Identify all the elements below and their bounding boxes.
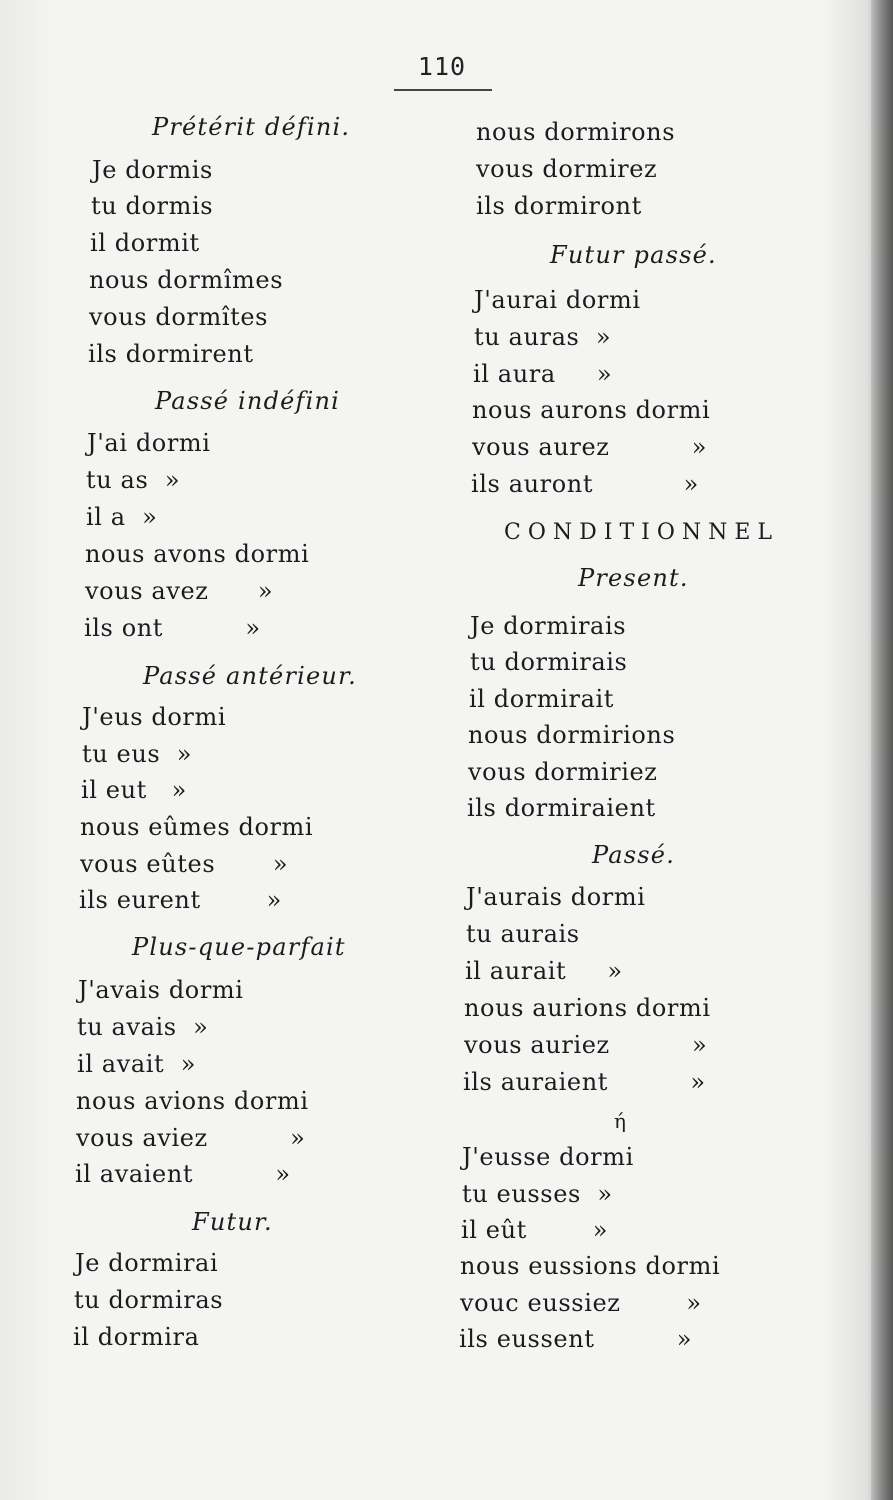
- separator-mark: ή: [614, 1109, 627, 1133]
- heading-futur-passe: Futur passé.: [550, 241, 717, 269]
- conjugation-line: il avait »: [77, 1050, 197, 1078]
- conjugation-line: vous dormiriez: [468, 758, 658, 786]
- conjugation-line: J'aurai dormi: [474, 286, 641, 314]
- conjugation-line: vous dormirez: [476, 155, 658, 183]
- conjugation-line: vous aurez »: [472, 433, 708, 461]
- heading-futur: Futur.: [192, 1208, 273, 1236]
- conjugation-line: tu dormis: [91, 192, 214, 220]
- page-number: 110: [417, 52, 467, 81]
- conjugation-line: vous aviez »: [76, 1124, 306, 1152]
- heading-passe: Passé.: [592, 841, 676, 869]
- heading-plus-que-parfait: Plus-que-parfait: [132, 933, 346, 961]
- conjugation-line: Je dormis: [92, 156, 213, 184]
- conjugation-line: vouc eussiez »: [460, 1289, 702, 1317]
- conjugation-line: ils eussent »: [459, 1325, 693, 1353]
- conjugation-line: nous avons dormi: [85, 540, 310, 568]
- conjugation-line: tu aurais: [466, 920, 580, 948]
- conjugation-line: Je dormirais: [470, 612, 627, 640]
- heading-preterit-defini: Prétérit défini.: [152, 113, 351, 141]
- book-spine-shadow: [871, 0, 893, 1500]
- heading-passe-indefini: Passé indéfini: [155, 387, 341, 415]
- conjugation-line: nous dormîmes: [89, 266, 284, 294]
- conjugation-line: ils auraient »: [463, 1068, 706, 1096]
- conjugation-line: nous aurions dormi: [464, 994, 711, 1022]
- conjugation-line: il aurait »: [465, 957, 623, 985]
- conjugation-line: ils dormirent: [88, 340, 254, 368]
- conjugation-line: ils auront »: [471, 470, 699, 498]
- conjugation-line: tu as »: [86, 466, 181, 494]
- conjugation-line: il dormirait: [469, 685, 615, 713]
- conjugation-line: J'avais dormi: [78, 976, 244, 1004]
- page-number-rule: [394, 89, 492, 91]
- conjugation-line: J'aurais dormi: [466, 883, 646, 911]
- conjugation-line: ils eurent »: [79, 886, 282, 914]
- conjugation-line: il eut »: [81, 776, 187, 804]
- conjugation-line: il a »: [86, 503, 158, 531]
- conjugation-line: nous eussions dormi: [460, 1252, 721, 1280]
- heading-passe-anterieur: Passé antérieur.: [143, 662, 357, 690]
- conjugation-line: tu auras »: [474, 323, 612, 351]
- conjugation-line: ils dormiraient: [467, 794, 656, 822]
- conjugation-line: nous aurons dormi: [472, 396, 711, 424]
- conjugation-line: J'eus dormi: [82, 703, 227, 731]
- conjugation-line: ils dormiront: [476, 192, 642, 220]
- conjugation-line: il eût »: [461, 1216, 608, 1244]
- conjugation-line: tu eusses »: [462, 1180, 613, 1208]
- conjugation-line: tu eus »: [82, 740, 193, 768]
- conjugation-line: nous dormirons: [476, 118, 676, 146]
- conjugation-line: il dormit: [90, 229, 200, 257]
- conjugation-line: Je dormirai: [75, 1249, 219, 1277]
- conjugation-line: J'ai dormi: [87, 429, 211, 457]
- conjugation-line: vous avez »: [85, 577, 274, 605]
- conjugation-line: J'eusse dormi: [462, 1143, 634, 1171]
- conjugation-line: nous avions dormi: [76, 1087, 309, 1115]
- conjugation-line: nous eûmes dormi: [80, 813, 314, 841]
- conjugation-line: tu dormiras: [74, 1286, 224, 1314]
- conjugation-line: il avaient »: [75, 1160, 291, 1188]
- conjugation-line: ils ont »: [84, 614, 261, 642]
- conjugation-line: vous eûtes »: [80, 850, 289, 878]
- conjugation-line: nous dormirions: [468, 721, 676, 749]
- section-title-conditionnel: CONDITIONNEL: [504, 520, 780, 545]
- conjugation-line: tu avais »: [77, 1013, 209, 1041]
- conjugation-line: vous dormîtes: [89, 303, 269, 331]
- heading-present: Present.: [578, 564, 689, 592]
- conjugation-line: vous auriez »: [464, 1031, 708, 1059]
- conjugation-line: il aura »: [473, 360, 613, 388]
- conjugation-line: il dormira: [73, 1323, 200, 1351]
- conjugation-line: tu dormirais: [470, 648, 628, 676]
